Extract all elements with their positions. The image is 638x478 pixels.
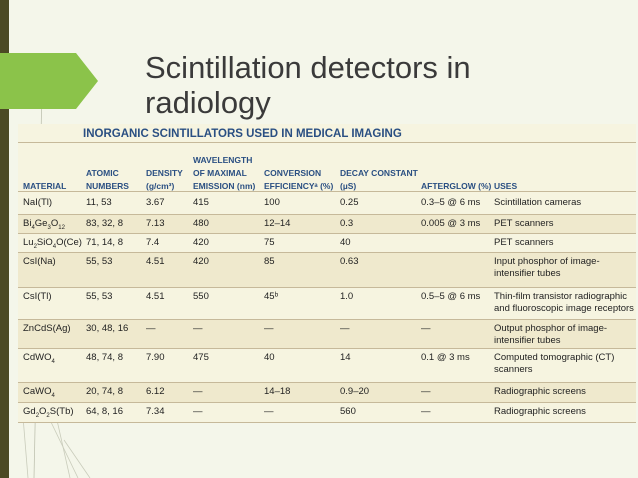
table-cell-uses: Input phosphor of image-intensifier tubes xyxy=(494,256,600,279)
table-cell-atomic-numbers: 71, 14, 8 xyxy=(86,237,123,248)
table-cell-afterglow: 0.005 @ 3 ms xyxy=(421,218,481,229)
table-cell-uses: Thin-film transistor radiographic and fluoroscopic image receptors xyxy=(494,291,634,314)
table-row-rule xyxy=(18,402,636,403)
table-cell-atomic-numbers: 64, 8, 16 xyxy=(86,406,123,417)
table-cell-density: 7.90 xyxy=(146,352,165,363)
table-cell-uses: Scintillation cameras xyxy=(494,197,582,208)
table-cell-material: CsI(Na) xyxy=(23,256,56,267)
table-top-rule xyxy=(18,142,636,143)
header-bottom-rule xyxy=(18,191,636,192)
table-cell-density: 3.67 xyxy=(146,197,165,208)
table-cell-decay-constant: 0.3 xyxy=(340,218,354,229)
table-cell-material: CsI(Tl) xyxy=(23,291,52,302)
table-cell-decay-constant: 560 xyxy=(340,406,356,417)
table-cell-atomic-numbers: 83, 32, 8 xyxy=(86,218,123,229)
table-cell-density: 7.34 xyxy=(146,406,165,417)
table-row-rule xyxy=(18,348,636,349)
table-cell-decay-constant: 40 xyxy=(340,237,351,248)
table-cell-wavelength: 420 xyxy=(193,256,209,267)
column-header-atomic-numbers: NUMBERS xyxy=(86,181,129,191)
table-title: INORGANIC SCINTILLATORS USED IN MEDICAL IMAGING xyxy=(83,128,402,140)
column-header-decay-constant: DECAY CONSTANT xyxy=(340,168,418,178)
table-cell-uses: PET scanners xyxy=(494,237,554,248)
table-cell-wavelength: — xyxy=(193,323,203,334)
table-cell-conversion-efficiency: 75 xyxy=(264,237,275,248)
slide-title-line1: Scintillation detectors in xyxy=(145,50,471,85)
table-cell-wavelength: 480 xyxy=(193,218,209,229)
table-cell-afterglow: 0.5–5 @ 6 ms xyxy=(421,291,481,302)
table-cell-wavelength: — xyxy=(193,406,203,417)
table-cell-material: $Bi_4Ge_3O_{12}$ xyxy=(23,218,65,231)
table-cell-afterglow: 0.3–5 @ 6 ms xyxy=(421,197,481,208)
table-cell-afterglow: 0.1 @ 3 ms xyxy=(421,352,470,363)
table-cell-conversion-efficiency: — xyxy=(264,406,274,417)
table-cell-wavelength: 420 xyxy=(193,237,209,248)
table-cell-afterglow: — xyxy=(421,406,431,417)
table-cell-atomic-numbers: 48, 74, 8 xyxy=(86,352,123,363)
table-cell-afterglow: — xyxy=(421,386,431,397)
table-cell-uses: Radiographic screens xyxy=(494,406,586,417)
column-header-wavelength: WAVELENGTH xyxy=(193,155,253,165)
column-header-material: MATERIAL xyxy=(23,181,67,191)
table-cell-afterglow: — xyxy=(421,323,431,334)
table-cell-conversion-efficiency: 45ᵇ xyxy=(264,291,279,302)
table-cell-decay-constant: 0.25 xyxy=(340,197,359,208)
table-row-rule xyxy=(18,422,636,423)
column-header-atomic-numbers: ATOMIC xyxy=(86,168,119,178)
table-cell-decay-constant: — xyxy=(340,323,350,334)
table-cell-uses: Computed tomographic (CT) scanners xyxy=(494,352,615,375)
table-cell-material: CaWO$_4$ xyxy=(23,386,55,399)
column-header-conversion-efficiency: EFFICIENCYᵃ (%) xyxy=(264,181,334,191)
table-row-rule xyxy=(18,287,636,288)
table-cell-uses: PET scanners xyxy=(494,218,554,229)
table-cell-atomic-numbers: 55, 53 xyxy=(86,256,113,267)
table-cell-atomic-numbers: 11, 53 xyxy=(86,197,112,208)
column-header-wavelength: EMISSION (nm) xyxy=(193,181,256,191)
slide-title xyxy=(145,50,615,120)
column-header-uses: USES xyxy=(494,181,518,191)
column-header-wavelength: OF MAXIMAL xyxy=(193,168,247,178)
table-cell-wavelength: 415 xyxy=(193,197,209,208)
table-cell-density: 7.4 xyxy=(146,237,160,248)
table-cell-conversion-efficiency: 14–18 xyxy=(264,386,291,397)
column-header-density: DENSITY xyxy=(146,168,183,178)
column-header-afterglow: AFTERGLOW (%) xyxy=(421,181,492,191)
table-cell-decay-constant: 1.0 xyxy=(340,291,354,302)
table-cell-wavelength: 550 xyxy=(193,291,209,302)
table-cell-atomic-numbers: 55, 53 xyxy=(86,291,113,302)
table-cell-density: 6.12 xyxy=(146,386,165,397)
table-cell-conversion-efficiency: 40 xyxy=(264,352,275,363)
table-cell-density: 7.13 xyxy=(146,218,165,229)
table-cell-wavelength: — xyxy=(193,386,203,397)
table-cell-atomic-numbers: 30, 48, 16 xyxy=(86,323,129,334)
slide-title-line2: radiology xyxy=(145,85,271,120)
table-cell-material: ZnCdS(Ag) xyxy=(23,323,71,334)
table-cell-density: 4.51 xyxy=(146,291,165,302)
table-cell-conversion-efficiency: 12–14 xyxy=(264,218,291,229)
title-arrow-shape xyxy=(0,53,98,109)
table-cell-material: $Gd_2O_2S(Tb)$ xyxy=(23,406,74,419)
column-header-decay-constant: (µS) xyxy=(340,181,357,191)
column-header-density: (g/cm³) xyxy=(146,181,175,191)
table-cell-conversion-efficiency: 100 xyxy=(264,197,280,208)
table-cell-conversion-efficiency: — xyxy=(264,323,274,334)
table-cell-conversion-efficiency: 85 xyxy=(264,256,275,267)
table-cell-uses: Radiographic screens xyxy=(494,386,586,397)
table-cell-material: $Lu_2SiO_4O(Ce)$ xyxy=(23,237,82,250)
table-cell-density: — xyxy=(146,323,156,334)
table-cell-decay-constant: 0.63 xyxy=(340,256,359,267)
scintillator-table xyxy=(18,124,636,422)
table-row-rule xyxy=(18,233,636,234)
column-header-conversion-efficiency: CONVERSION xyxy=(264,168,322,178)
table-cell-material: CdWO$_4$ xyxy=(23,352,55,365)
table-cell-atomic-numbers: 20, 74, 8 xyxy=(86,386,123,397)
table-cell-uses: Output phosphor of image-intensifier tubes xyxy=(494,323,608,346)
table-cell-wavelength: 475 xyxy=(193,352,209,363)
table-cell-density: 4.51 xyxy=(146,256,165,267)
table-cell-material: NaI(Tl) xyxy=(23,197,53,208)
table-cell-decay-constant: 14 xyxy=(340,352,351,363)
table-cell-decay-constant: 0.9–20 xyxy=(340,386,370,397)
